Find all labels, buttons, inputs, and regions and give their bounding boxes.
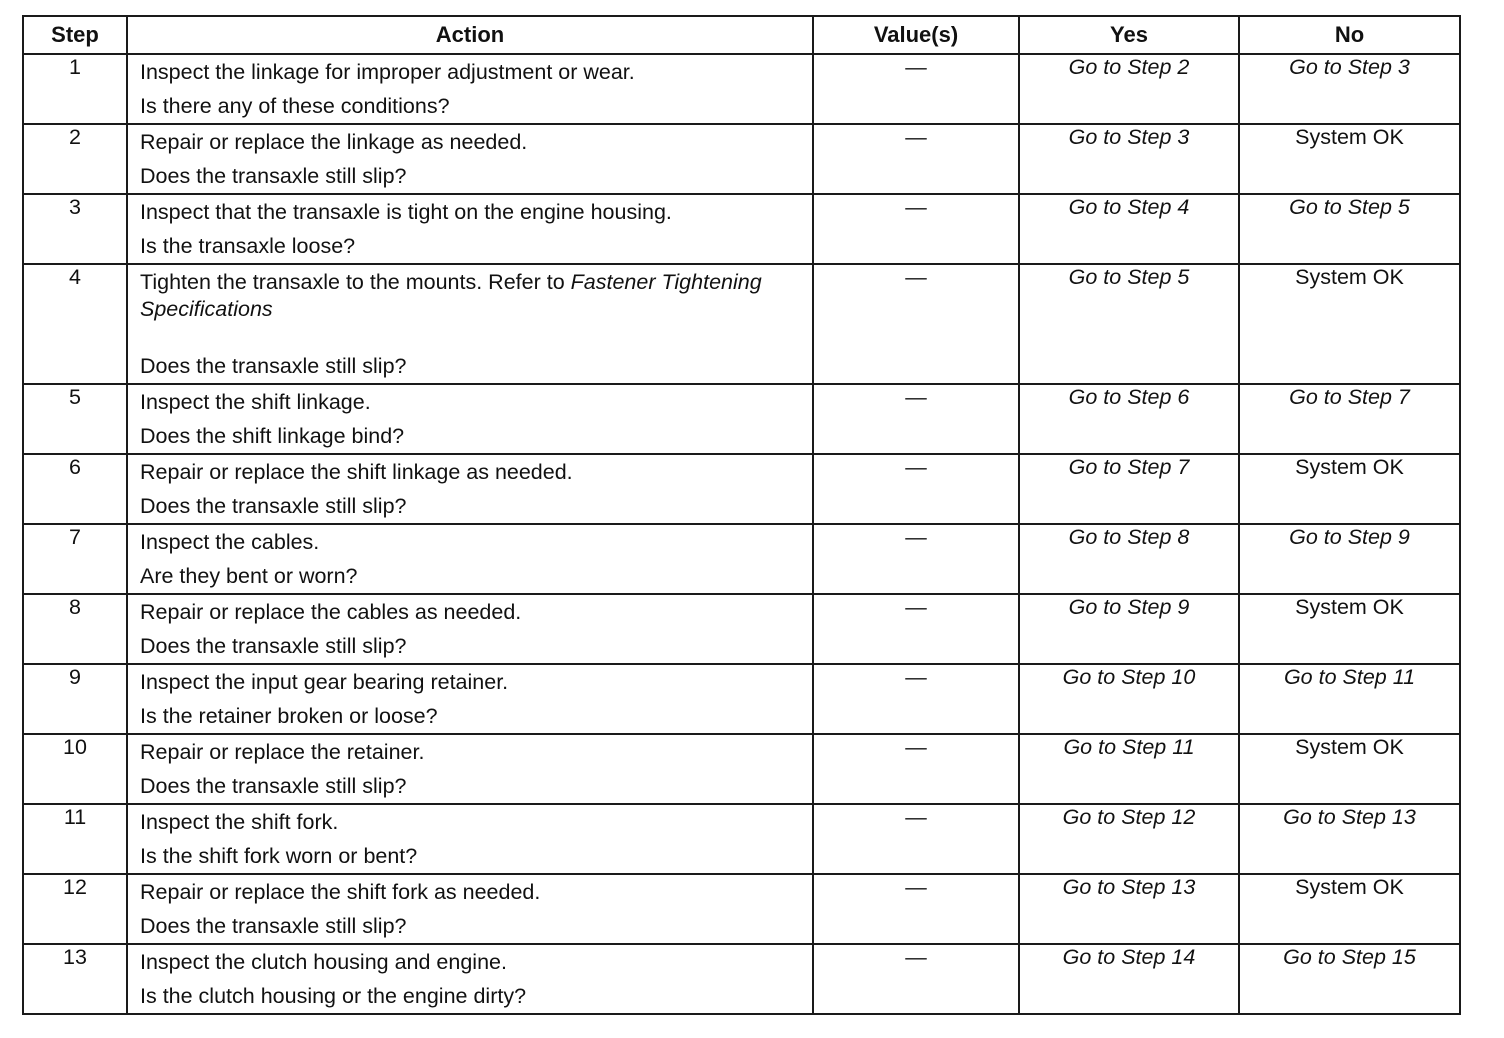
action-question: Does the transaxle still slip? bbox=[140, 914, 407, 938]
table-row bbox=[23, 54, 1460, 124]
value-cell: — bbox=[813, 454, 1019, 524]
action-instruction: Repair or replace the retainer. bbox=[140, 740, 425, 764]
yes-result: Go to Step 5 bbox=[1019, 264, 1239, 384]
yes-result: Go to Step 13 bbox=[1019, 874, 1239, 944]
no-result: Go to Step 15 bbox=[1239, 944, 1460, 1014]
step-number: 3 bbox=[23, 194, 127, 264]
yes-result: Go to Step 6 bbox=[1019, 384, 1239, 454]
table-row bbox=[23, 384, 1460, 454]
action-instruction-text: Tighten the transaxle to the mounts. Refer to bbox=[140, 270, 571, 294]
yes-result: Go to Step 9 bbox=[1019, 594, 1239, 664]
value-cell: — bbox=[813, 264, 1019, 384]
header-no: No bbox=[1239, 16, 1460, 54]
action-question: Are they bent or worn? bbox=[140, 564, 358, 588]
action-question: Does the transaxle still slip? bbox=[140, 774, 407, 798]
yes-result: Go to Step 8 bbox=[1019, 524, 1239, 594]
action-cell bbox=[127, 194, 813, 264]
yes-result: Go to Step 12 bbox=[1019, 804, 1239, 874]
no-result: System OK bbox=[1239, 734, 1460, 804]
no-result: System OK bbox=[1239, 594, 1460, 664]
step-number: 6 bbox=[23, 454, 127, 524]
table-row bbox=[23, 524, 1460, 594]
action-question: Is the transaxle loose? bbox=[140, 234, 356, 258]
step-number: 9 bbox=[23, 664, 127, 734]
header-values: Value(s) bbox=[813, 16, 1019, 54]
step-number: 2 bbox=[23, 124, 127, 194]
step-number: 11 bbox=[23, 804, 127, 874]
table-row bbox=[23, 594, 1460, 664]
table-row bbox=[23, 124, 1460, 194]
action-cell bbox=[127, 524, 813, 594]
header-row bbox=[23, 16, 1460, 54]
action-instruction bbox=[140, 269, 802, 323]
diagnostic-table bbox=[22, 15, 1461, 1015]
table-row bbox=[23, 944, 1460, 1014]
action-cell bbox=[127, 124, 813, 194]
table-row bbox=[23, 734, 1460, 804]
action-question: Does the transaxle still slip? bbox=[140, 354, 407, 378]
action-cell bbox=[127, 384, 813, 454]
value-cell: — bbox=[813, 734, 1019, 804]
action-instruction: Inspect the shift fork. bbox=[140, 810, 339, 834]
action-instruction: Inspect the cables. bbox=[140, 530, 320, 554]
value-cell: — bbox=[813, 594, 1019, 664]
step-number: 4 bbox=[23, 264, 127, 384]
no-result: Go to Step 7 bbox=[1239, 384, 1460, 454]
action-cell bbox=[127, 594, 813, 664]
value-cell: — bbox=[813, 944, 1019, 1014]
header-step: Step bbox=[23, 16, 127, 54]
no-result: Go to Step 5 bbox=[1239, 194, 1460, 264]
action-cell bbox=[127, 944, 813, 1014]
yes-result: Go to Step 2 bbox=[1019, 54, 1239, 124]
table-row bbox=[23, 664, 1460, 734]
action-question: Does the shift linkage bind? bbox=[140, 424, 405, 448]
table-row bbox=[23, 194, 1460, 264]
yes-result: Go to Step 11 bbox=[1019, 734, 1239, 804]
value-cell: — bbox=[813, 524, 1019, 594]
value-cell: — bbox=[813, 54, 1019, 124]
no-result: Go to Step 3 bbox=[1239, 54, 1460, 124]
no-result: System OK bbox=[1239, 454, 1460, 524]
action-cell bbox=[127, 804, 813, 874]
action-instruction: Inspect that the transaxle is tight on the engine housing. bbox=[140, 200, 672, 224]
no-result: Go to Step 9 bbox=[1239, 524, 1460, 594]
step-number: 5 bbox=[23, 384, 127, 454]
step-number: 12 bbox=[23, 874, 127, 944]
value-cell: — bbox=[813, 384, 1019, 454]
step-number: 10 bbox=[23, 734, 127, 804]
yes-result: Go to Step 3 bbox=[1019, 124, 1239, 194]
action-cell bbox=[127, 454, 813, 524]
action-instruction: Repair or replace the linkage as needed. bbox=[140, 130, 528, 154]
value-cell: — bbox=[813, 664, 1019, 734]
action-question: Does the transaxle still slip? bbox=[140, 494, 407, 518]
action-instruction: Repair or replace the shift fork as needed. bbox=[140, 880, 541, 904]
table-row bbox=[23, 264, 1460, 384]
table-row bbox=[23, 874, 1460, 944]
action-cell bbox=[127, 734, 813, 804]
action-question: Is the clutch housing or the engine dirty? bbox=[140, 984, 527, 1008]
action-instruction: Repair or replace the cables as needed. bbox=[140, 600, 522, 624]
yes-result: Go to Step 14 bbox=[1019, 944, 1239, 1014]
yes-result: Go to Step 4 bbox=[1019, 194, 1239, 264]
action-instruction: Inspect the clutch housing and engine. bbox=[140, 950, 507, 974]
action-instruction: Inspect the input gear bearing retainer. bbox=[140, 670, 509, 694]
no-result: System OK bbox=[1239, 874, 1460, 944]
yes-result: Go to Step 10 bbox=[1019, 664, 1239, 734]
action-cell bbox=[127, 54, 813, 124]
action-question: Does the transaxle still slip? bbox=[140, 634, 407, 658]
value-cell: — bbox=[813, 124, 1019, 194]
action-question: Is there any of these conditions? bbox=[140, 94, 450, 118]
no-result: Go to Step 13 bbox=[1239, 804, 1460, 874]
step-number: 7 bbox=[23, 524, 127, 594]
header-yes: Yes bbox=[1019, 16, 1239, 54]
action-cell bbox=[127, 664, 813, 734]
step-number: 1 bbox=[23, 54, 127, 124]
step-number: 8 bbox=[23, 594, 127, 664]
action-cell bbox=[127, 264, 813, 384]
spec-reference: Fastener Tightening Specifications bbox=[140, 270, 762, 321]
no-result: Go to Step 11 bbox=[1239, 664, 1460, 734]
header-action: Action bbox=[127, 16, 813, 54]
action-question: Is the retainer broken or loose? bbox=[140, 704, 438, 728]
step-number: 13 bbox=[23, 944, 127, 1014]
table-row bbox=[23, 454, 1460, 524]
action-question: Is the shift fork worn or bent? bbox=[140, 844, 418, 868]
action-question: Does the transaxle still slip? bbox=[140, 164, 407, 188]
value-cell: — bbox=[813, 194, 1019, 264]
action-cell bbox=[127, 874, 813, 944]
no-result: System OK bbox=[1239, 264, 1460, 384]
value-cell: — bbox=[813, 874, 1019, 944]
table-row bbox=[23, 804, 1460, 874]
yes-result: Go to Step 7 bbox=[1019, 454, 1239, 524]
action-instruction: Repair or replace the shift linkage as needed. bbox=[140, 460, 573, 484]
action-instruction: Inspect the linkage for improper adjustment or wear. bbox=[140, 60, 635, 84]
value-cell: — bbox=[813, 804, 1019, 874]
action-instruction: Inspect the shift linkage. bbox=[140, 390, 371, 414]
no-result: System OK bbox=[1239, 124, 1460, 194]
